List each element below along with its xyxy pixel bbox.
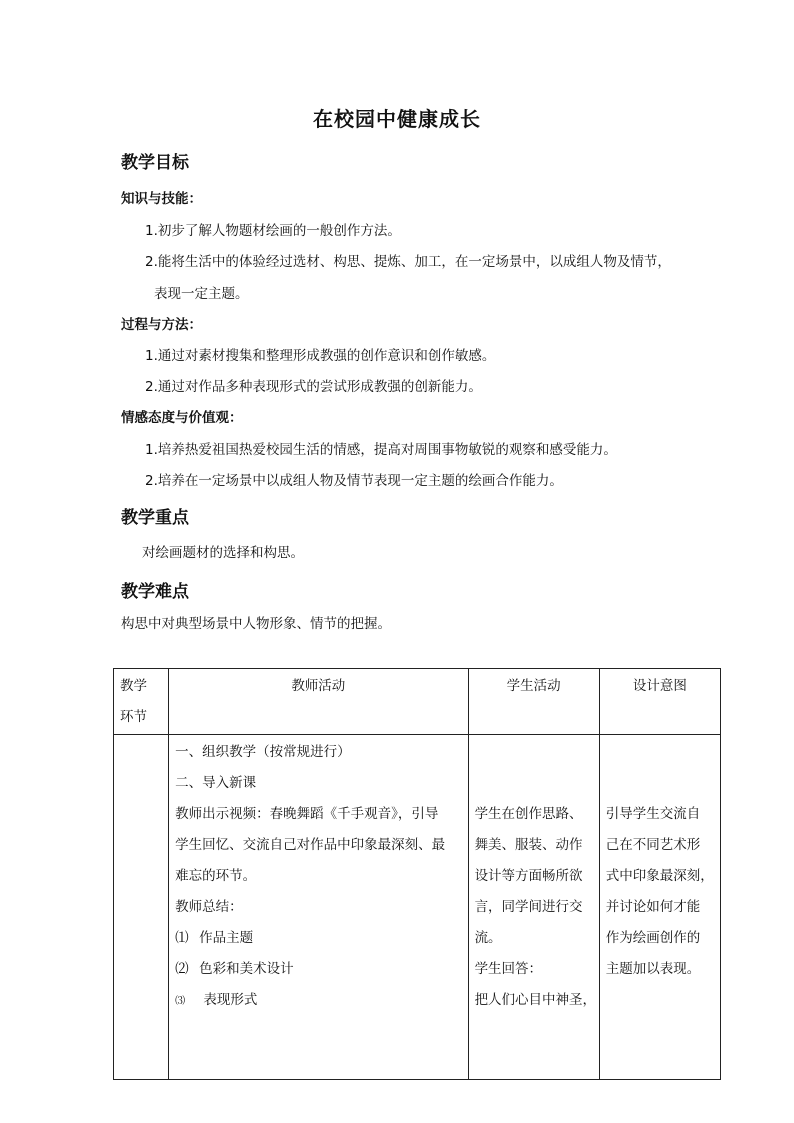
heading-difficulty: 教学难点 <box>121 582 189 602</box>
label-knowledge: 知识与技能： <box>121 191 202 207</box>
difficulty-text: 构思中对典型场景中人物形象、情节的把握。 <box>121 616 391 632</box>
intent-line-1: 引导学生交流自 <box>605 806 701 822</box>
intent-line-3: 式中印象最深刻， <box>605 868 714 884</box>
intent-line-5: 作为绘画创作的 <box>605 930 701 946</box>
label-emotion: 情感态度与价值观： <box>121 410 243 426</box>
cell-stage <box>114 735 169 1080</box>
subpoint-marker-2: ⑵ <box>175 961 189 977</box>
header-design-intent: 设计意图 <box>599 669 720 735</box>
header-stage-line-2: 环节 <box>120 709 147 725</box>
subpoint-marker-3: ⑶ <box>175 996 186 1007</box>
teacher-subpoint-2 <box>175 954 461 985</box>
teacher-line-2: 二、导入新课 <box>175 775 257 791</box>
key-point-text: 对绘画题材的选择和构思。 <box>142 545 304 561</box>
cell-student-activity <box>468 735 599 1080</box>
teacher-line-1: 一、组织教学（按常规进行） <box>175 744 351 760</box>
subpoint-text-1: 作品主题 <box>199 930 254 946</box>
student-line-4: 言，同学间进行交 <box>474 899 583 915</box>
teacher-line-6: 教师总结： <box>175 899 243 915</box>
subpoint-marker-1: ⑴ <box>175 930 189 946</box>
cell-design-intent <box>599 735 720 1080</box>
intent-line-2: 己在不同艺术形 <box>605 837 701 853</box>
table-header-row <box>114 669 721 735</box>
teacher-line-5: 难忘的环节。 <box>175 868 257 884</box>
teacher-line-3: 教师出示视频：春晚舞蹈《千手观音》，引导 <box>175 806 439 822</box>
process-item-1: 1.通过对素材搜集和整理形成教强的创作意识和创作敏感。 <box>145 348 496 364</box>
heading-key-point: 教学重点 <box>121 508 189 528</box>
teacher-line-4: 学生回忆、交流自己对作品中印象最深刻、最 <box>175 837 446 853</box>
knowledge-item-2: 2.能将生活中的体验经过选材、构思、提炼、加工，在一定场景中，以成组人物及情节， <box>145 254 671 270</box>
header-teacher-activity: 教师活动 <box>169 669 468 735</box>
table-row <box>114 735 721 1080</box>
emotion-item-2: 2.培养在一定场景中以成组人物及情节表现一定主题的绘画合作能力。 <box>145 473 563 489</box>
student-line-3: 设计等方面畅所欲 <box>474 868 583 884</box>
student-line-2: 舞美、服装、动作 <box>474 837 583 853</box>
student-line-5: 流。 <box>474 930 502 946</box>
header-stage-line-1: 教学 <box>120 678 147 694</box>
knowledge-item-1: 1.初步了解人物题材绘画的一般创作方法。 <box>145 223 401 239</box>
document-title: 在校园中健康成长 <box>313 107 481 131</box>
cell-teacher-activity <box>169 735 468 1080</box>
student-line-6: 学生回答： <box>474 961 543 977</box>
subpoint-text-2: 色彩和美术设计 <box>199 961 294 977</box>
teacher-subpoint-3 <box>175 985 461 1017</box>
lesson-plan-table <box>113 668 721 1080</box>
emotion-item-1: 1.培养热爱祖国热爱校园生活的情感，提高对周围事物敏锐的观察和感受能力。 <box>145 442 617 458</box>
intent-line-4: 并讨论如何才能 <box>605 899 701 915</box>
header-stage <box>114 669 169 735</box>
student-line-7: 把人们心目中神圣， <box>474 992 597 1008</box>
subpoint-text-3: 表现形式 <box>203 992 258 1008</box>
knowledge-item-2-continued: 表现一定主题。 <box>154 286 249 302</box>
process-item-2: 2.通过对作品多种表现形式的尝试形成教强的创新能力。 <box>145 379 482 395</box>
header-student-activity: 学生活动 <box>468 669 599 735</box>
teacher-subpoint-1 <box>175 923 461 954</box>
heading-objectives: 教学目标 <box>121 153 189 173</box>
intent-line-6: 主题加以表现。 <box>605 961 701 977</box>
student-line-1: 学生在创作思路、 <box>474 806 583 822</box>
label-process: 过程与方法： <box>121 317 202 333</box>
